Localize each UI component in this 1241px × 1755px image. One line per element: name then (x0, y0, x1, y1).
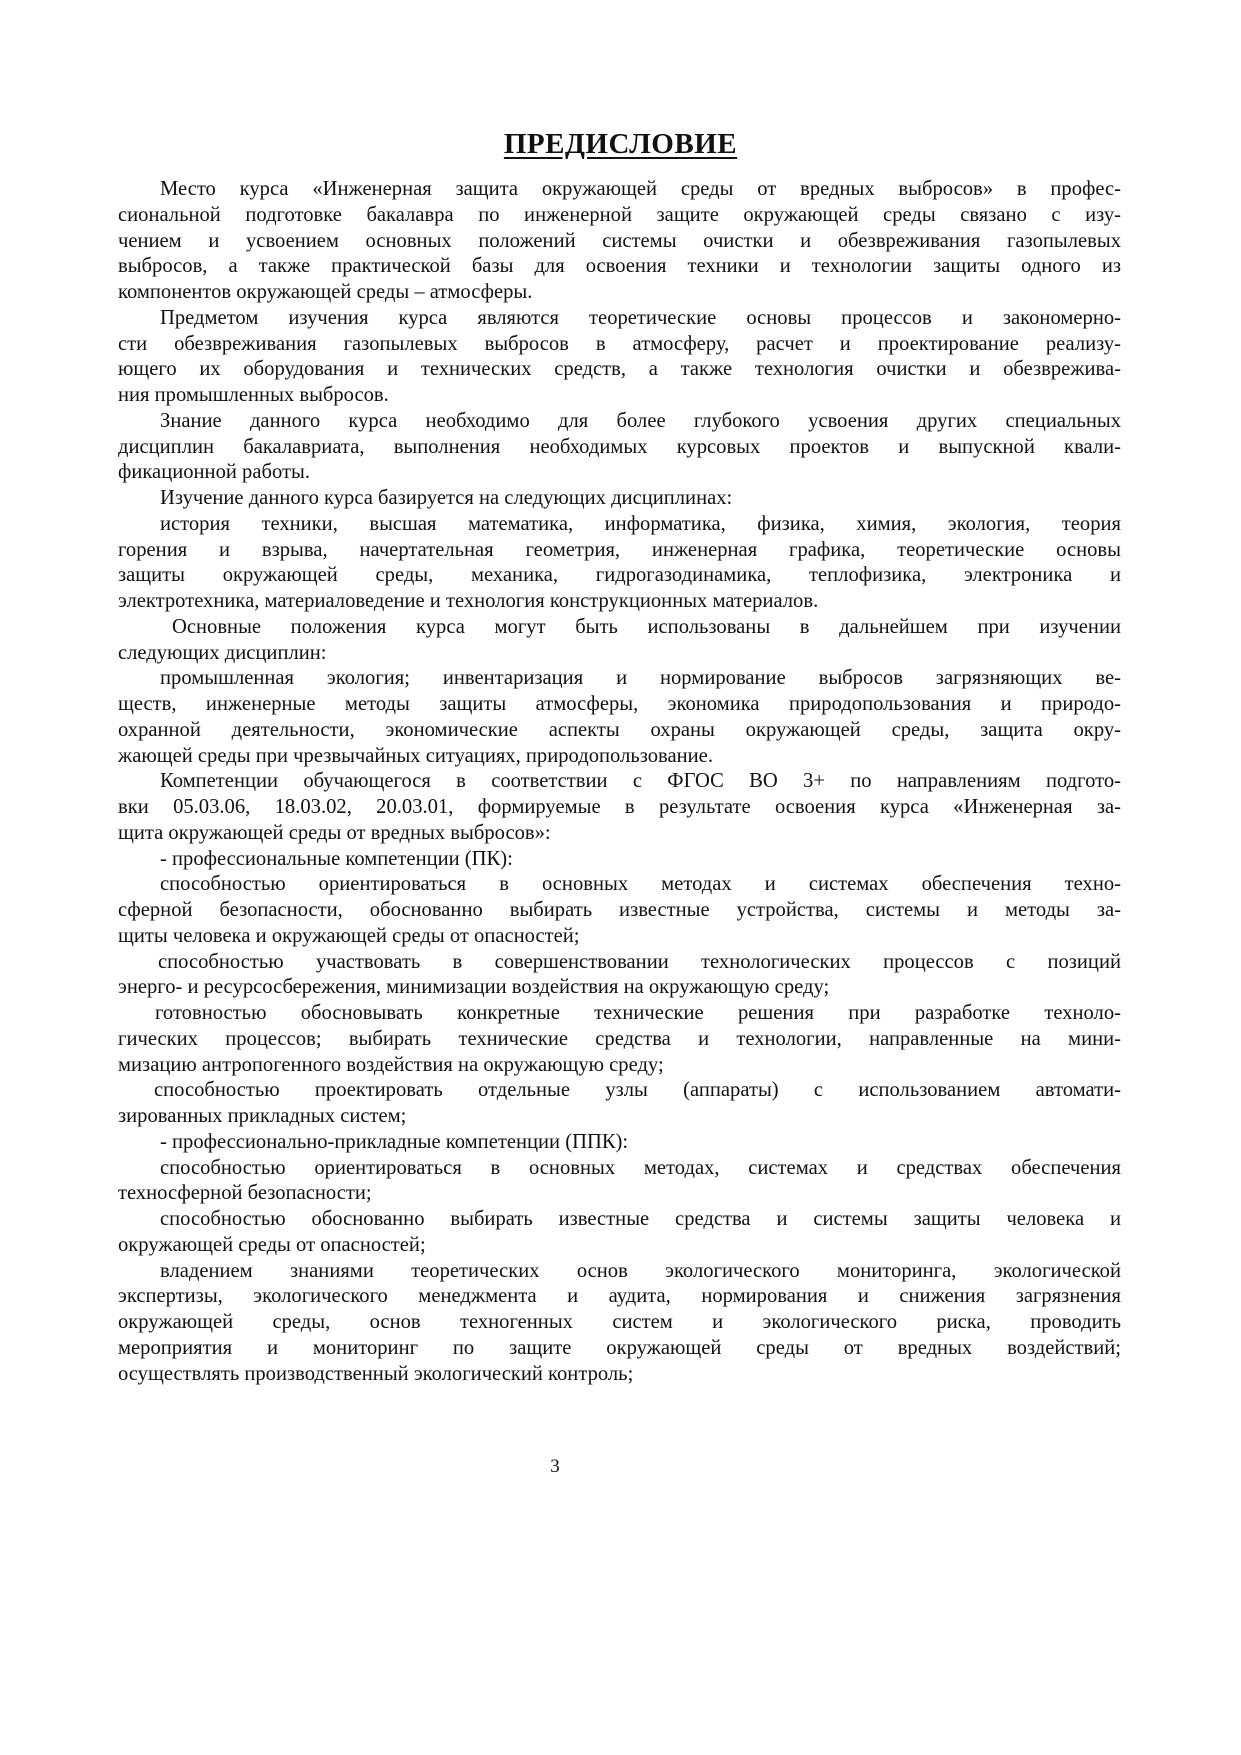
text-line: защиты окружающей среды, механика, гидрогазодинамика, теплофизика, электроника и (118, 564, 1121, 587)
text-line: мероприятия и мониторинг по защите окружающей среды от вредных воздействий; (118, 1336, 1121, 1359)
text-line: готовностью обосновывать конкретные технические решения при разработке техноло- (155, 1002, 1121, 1024)
text-line: охранной деятельности, экономические аспекты охраны окружающей среды, защита окру- (118, 718, 1121, 741)
text-line: чением и усвоением основных положений системы очистки и обезвреживания газопылевых (118, 229, 1121, 252)
paragraph (118, 950, 1121, 1002)
text-line: осуществлять производственный экологический контроль; (118, 1362, 634, 1385)
paragraph (118, 769, 1121, 846)
document-body (118, 177, 1121, 1387)
text-line: Основные положения курса могут быть использованы в дальнейшем при изучении (172, 615, 1121, 638)
text-line: способностью ориентироваться в основных методах и системах обеспечения техно- (160, 873, 1121, 896)
text-line: экспертизы, экологического менеджмента и аудита, нормирования и снижения загрязнения (118, 1285, 1121, 1308)
paragraph (118, 1156, 1121, 1208)
text-line: электротехника, материаловедение и технология конструкционных материалов. (118, 590, 819, 612)
text-line: ния промышленных выбросов. (118, 384, 389, 406)
text-line: следующих дисциплин: (118, 641, 327, 664)
text-line: компонентов окружающей среды – атмосферы. (118, 281, 533, 303)
text-line: зированных прикладных систем; (118, 1105, 407, 1127)
paragraph (118, 1078, 1121, 1130)
text-line: - профессиональные компетенции (ПК): (160, 847, 513, 870)
text-line: способностью проектировать отдельные узлы (аппараты) с использованием автомати- (154, 1079, 1121, 1102)
text-line: дисциплин бакалавриата, выполнения необходимых курсовых проектов и выпускной квали- (118, 435, 1121, 458)
text-line: фикационной работы. (118, 461, 310, 484)
text-line: способностью участвовать в совершенствовании технологических процессов с позиций (158, 950, 1121, 973)
paragraph (118, 409, 1121, 486)
paragraph (118, 1001, 1121, 1078)
text-line: щита окружающей среды от вредных выбросов»: (118, 821, 551, 844)
paragraph (118, 1207, 1121, 1259)
page-number: 3 (550, 1456, 560, 1477)
paragraph (118, 306, 1121, 409)
text-line: вки 05.03.06, 18.03.02, 20.03.01, формируемые в результате освоения курса «Инженерная за- (118, 796, 1121, 818)
text-line: энерго- и ресурсосбережения, минимизации воздействия на окружающую среду; (118, 976, 830, 999)
paragraph (118, 1130, 1121, 1156)
text-line: окружающей среды от опасностей; (118, 1233, 426, 1256)
page-title: ПРЕДИСЛОВИЕ (503, 128, 738, 160)
text-line: способностью обоснованно выбирать известные средства и системы защиты человека и (160, 1208, 1121, 1230)
paragraph (118, 1259, 1121, 1388)
text-line: Изучение данного курса базируется на следующих дисциплинах: (160, 487, 733, 509)
paragraph (118, 615, 1121, 667)
text-line: способностью ориентироваться в основных методах, системах и средствах обеспечения (160, 1156, 1121, 1179)
paragraph (118, 872, 1121, 949)
paragraph (118, 847, 1121, 873)
text-line: история техники, высшая математика, информатика, физика, химия, экология, теория (160, 512, 1121, 535)
text-line: техносферной безопасности; (118, 1182, 372, 1205)
text-line: щиты человека и окружающей среды от опасностей; (118, 924, 580, 947)
text-line: окружающей среды, основ техногенных систем и экологического риска, проводить (118, 1311, 1121, 1333)
text-line: сиональной подготовке бакалавра по инженерной защите окружающей среды связано с изу- (118, 203, 1121, 226)
text-line: ществ, инженерные методы защиты атмосферы, экономика природопользования и природо- (118, 693, 1121, 715)
text-line: сферной безопасности, обоснованно выбирать известные устройства, системы и методы за- (118, 899, 1121, 921)
paragraph (118, 177, 1121, 306)
text-line: ющего их оборудования и технических средств, а также технология очистки и обезврежива- (118, 358, 1121, 381)
text-line: Знание данного курса необходимо для более глубокого усвоения других специальных (160, 409, 1121, 432)
paragraph (118, 666, 1121, 769)
text-line: Компетенции обучающегося в соответствии с ФГОС ВО 3+ по направлениям подгото- (160, 770, 1121, 793)
text-line: горения и взрыва, начертательная геометрия, инженерная графика, теоретические основы (118, 538, 1121, 561)
text-line: жающей среды при чрезвычайных ситуациях, природопользование. (118, 744, 713, 767)
text-line: Предметом изучения курса являются теоретические основы процессов и закономерно- (160, 306, 1121, 329)
paragraph (118, 486, 1121, 512)
text-line: выбросов, а также практической базы для освоения техники и технологии защиты одного из (118, 255, 1121, 278)
text-line: - профессионально-прикладные компетенции (ППК): (160, 1130, 629, 1153)
text-line: гических процессов; выбирать технические средства и технологии, направленные на мини- (118, 1027, 1121, 1050)
text-line: Место курса «Инженерная защита окружающей среды от вредных выбросов» в профес- (160, 178, 1121, 200)
text-line: сти обезвреживания газопылевых выбросов в атмосферу, расчет и проектирование реализу- (118, 332, 1121, 355)
text-line: мизацию антропогенного воздействия на окружающую среду; (118, 1053, 664, 1076)
text-line: владением знаниями теоретических основ экологического мониторинга, экологической (160, 1259, 1121, 1282)
paragraph (118, 512, 1121, 615)
text-line: промышленная экология; инвентаризация и нормирование выбросов загрязняющих ве- (160, 667, 1121, 690)
